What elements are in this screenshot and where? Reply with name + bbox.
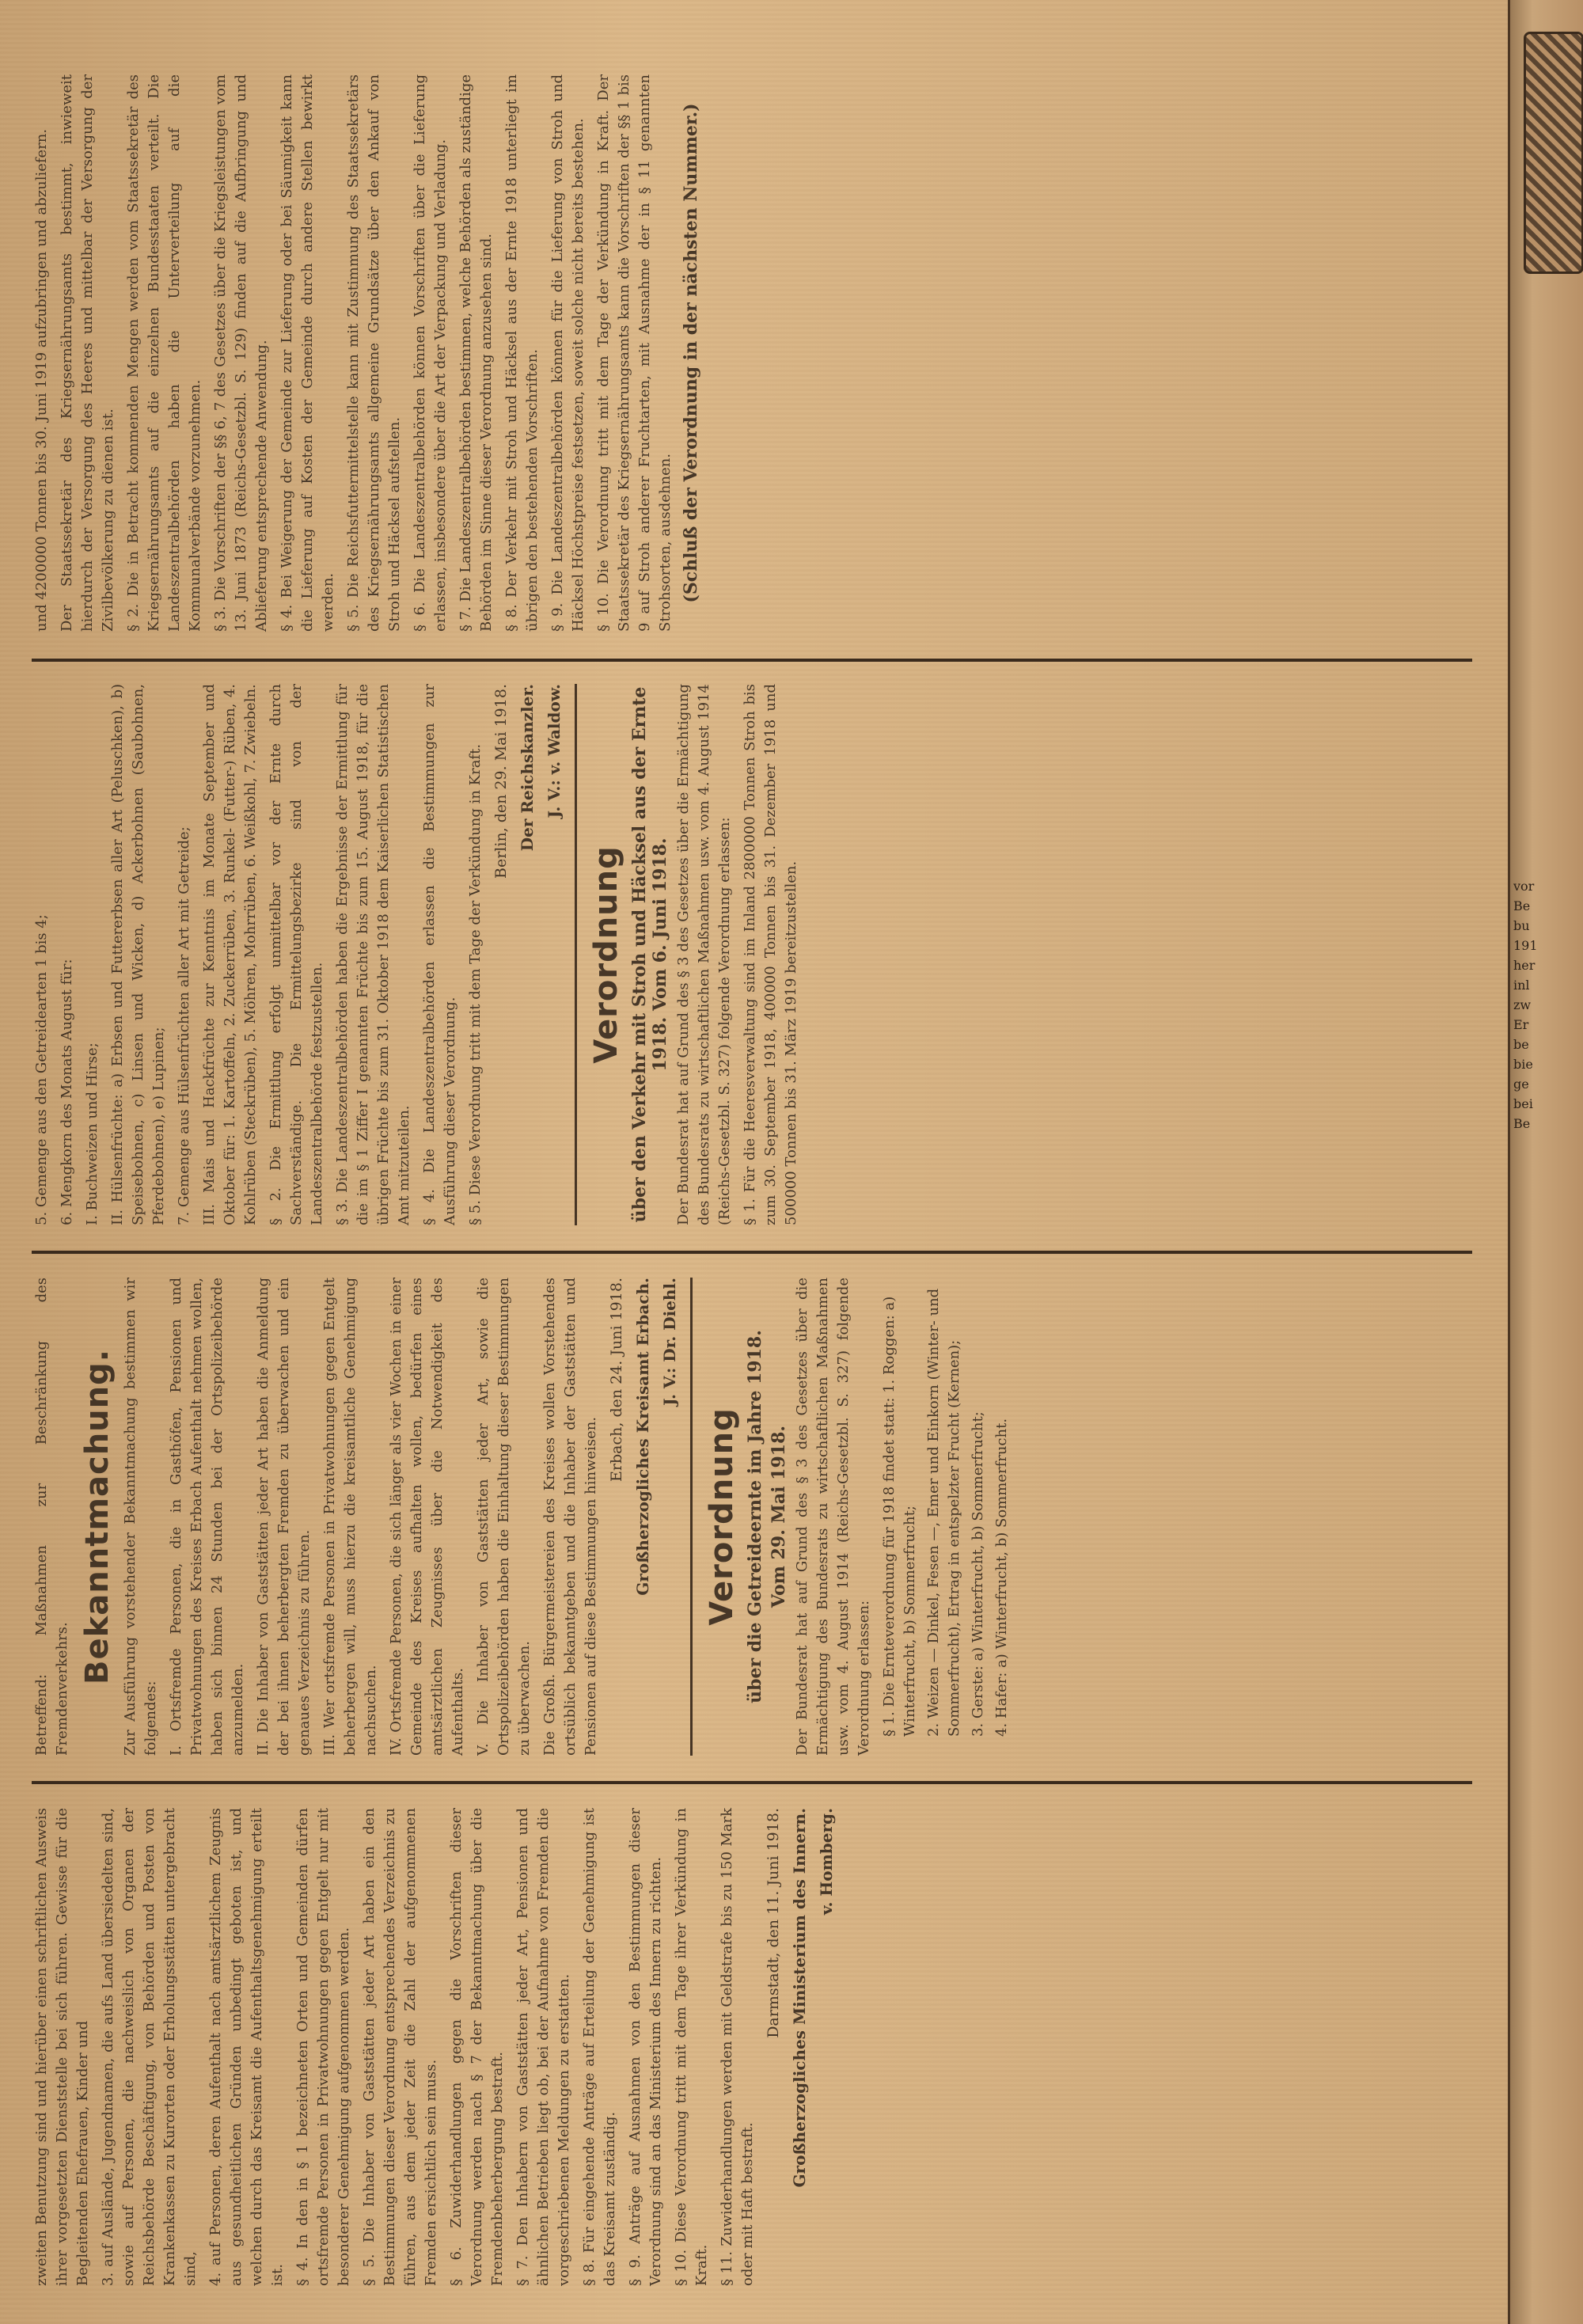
adjacent-text-fragment: vor [1513, 879, 1535, 894]
paragraph: § 5. Diese Verordnung tritt mit dem Tage der Verkündung in Kraft. [467, 743, 484, 1225]
ordinance-intro: Der Bundesrat hat auf Grund des § 3 des Gesetzes über die Ermächtigung des Bundesrats zu wirtschaftlichen Maßnahmen usw. vom 4. August 1914 (Reichs-Gesetzbl. S. 327) folgende Verordnung erlassen: [794, 1278, 872, 1756]
ornament-illustration [1524, 32, 1583, 274]
adjacent-text-fragment: bei [1513, 1096, 1533, 1111]
notice-intro: Zur Ausführung vorstehender Bekanntmachung bestimmen wir folgendes: [122, 1278, 159, 1756]
adjacent-page-edge [1508, 0, 1583, 2324]
list-item: 2. Weizen — Dinkel, Fesen —, Emer und Einkorn (Winter- und Sommerfrucht), Ertrag in entspelzter Frucht (Kernen); [925, 1288, 962, 1737]
dateline: Darmstadt, den 11. Juni 1918. [765, 1808, 782, 2038]
paragraph: § 9. Die Landeszentralbehörden können für die Lieferung von Stroh und Häcksel Höchstpreise festsetzen, soweit solche nicht bereits bestehen. [549, 74, 587, 632]
dateline: Berlin, den 29. Mai 1918. [492, 684, 510, 879]
signature-name: J. V.: v. Waldow. [545, 684, 564, 818]
paragraph: § 2. Die in Betracht kommenden Mengen werden vom Staatssekretär des Kriegsernährungsamts auf die einzelnen Bundesstaaten verteilt. Die Landeszentralbehörden haben die Unterverteilung auf die Kommunalverbände vorzunehmen. [125, 74, 203, 632]
paragraph: Der Staatssekretär des Kriegsernährungsamts bestimmt, inwieweit hierdurch der Versorgung des Heeres und mittelbar der Versorgung der Zivilbevölkerung zu dienen ist. [59, 74, 116, 632]
paragraph: § 10. Die Verordnung tritt mit dem Tage der Verkündung in Kraft. Der Staatssekretär des Kriegsernährungsamts kann die Vorschriften der §§ 1 bis 9 auf Stroh anderer Fruchtarten, mit Ausnahme der in § 11 genannten Strohsorten, ausdehnen. [595, 74, 674, 632]
ordinance-intro: Der Bundesrat hat auf Grund des § 3 des Gesetzes über die Ermächtigung des Bundesrats zu wirtschaftlichen Maßnahmen usw. vom 4. August 1914 (Reichs-Gesetzbl. S. 327) folgende Verordnung erlassen: [675, 684, 733, 1225]
paragraph: § 7. Die Landeszentralbehörden bestimmen, welche Behörden als zuständige Behörden im Sinne dieser Verordnung anzusehen sind. [457, 74, 495, 632]
ordinance-subtitle: über den Verkehr mit Stroh und Häcksel aus der Ernte 1918. Vom 6. Juni 1918. [629, 686, 670, 1223]
column-rule [32, 1781, 1472, 1784]
notice-heading: Bekanntmachung. [79, 1349, 116, 1684]
adjacent-text-fragment: Er [1513, 1017, 1529, 1032]
ordinance-date: Vom 29. Mai 1918. [769, 1425, 789, 1608]
signature-authority: Der Reichskanzler. [518, 684, 537, 852]
column-1-intro: zweiten Benutzung sind und hierüber einen schriftlichen Ausweis ihrer vorgesetzten Dienststelle bei sich führen. Gewisse für die Begleitenden Ehefrauen, Kinder und [33, 1808, 91, 2286]
paragraph: § 6. Zuwiderhandlungen gegen die Vorschriften dieser Verordnung werden nach § 7 der Bekanntmachung über die Fremdenbeherbergung bestraft. [448, 1808, 506, 2286]
paragraph: § 4. In den in § 1 bezeichneten Orten und Gemeinden dürfen ortsfremde Personen in Privatwohnungen gegen Entgelt nur mit besonderer Genehmigung aufgenommen werden. [294, 1808, 352, 2286]
dateline: Erbach, den 24. Juni 1918. [608, 1278, 625, 1482]
paragraph: § 1. Für die Heeresverwaltung sind im Inland 2800000 Tonnen Stroh bis zum 30. September 1918, 400000 Tonnen bis 31. Dezember 1918 und 500000 Tonnen bis 31. März 1919 bereitzustellen. [742, 684, 799, 1225]
paragraph: § 8. Der Verkehr mit Stroh und Häcksel aus der Ernte 1918 unterliegt im übrigen den bestehenden Vorschriften. [503, 74, 541, 632]
ordinance-heading: Verordnung [588, 845, 624, 1064]
paragraph: § 5. Die Inhaber von Gaststätten jeder Art haben ein den Bestimmungen dieser Verordnung entsprechendes Verzeichnis zu führen, aus dem jeder Zeit die Zahl der aufgenommenen Fremden ersichtlich sein muss. [361, 1808, 439, 2286]
adjacent-text-fragment: be [1513, 1037, 1529, 1052]
paragraph: § 5. Die Reichsfuttermittelstelle kann mit Zustimmung des Staatssekretärs des Kriegsernährungsamts allgemeine Grundsätze über den Ankauf von Stroh und Häcksel aufstellen. [345, 74, 403, 632]
paragraph: § 10. Diese Verordnung tritt mit dem Tage ihrer Verkündung in Kraft. [673, 1808, 710, 2286]
paragraph: V. Die Inhaber von Gaststätten jeder Art, sowie die Ortspolizeibehörden haben die Einhaltung dieser Bestimmungen zu überwachen. [475, 1278, 533, 1756]
adjacent-text-fragment: Be [1513, 898, 1531, 913]
list-item: 3. Gerste: a) Winterfrucht, b) Sommerfrucht; [970, 1411, 986, 1737]
paragraph: 3. auf Auslände, Jugendnamen, die aufs Land übersiedelten sind, sowie auf Personen, die nachweislich von Organen der Reichsbehörde Beschäftigung, von Behörden und Posten von Krankenkassen zu Kurorten oder Erholungsstätten untergebracht sind, [100, 1808, 199, 2286]
paragraph: § 4. Die Landeszentralbehörden erlassen die Bestimmungen zur Ausführung dieser Verordnung. [421, 684, 458, 1225]
signature-authority: Großherzogliches Kreisamt Erbach. [633, 1278, 652, 1596]
paragraph: § 3. Die Landeszentralbehörden haben die Ergebnisse der Ermittlung für die im § 1 Ziffer I genannten Früchte bis zum 15. August 1918, für die übrigen Früchte bis zum 31. Oktober 1918 dem Kaiserlichen Statistischen Amt mitzuteilen. [334, 684, 412, 1225]
paragraph: III. Wer ortsfremde Personen in Privatwohnungen gegen Entgelt beherbergen will, muss hierzu die kreisamtliche Genehmigung nachsuchen. [321, 1278, 379, 1756]
paragraph: § 3. Die Vorschriften der §§ 6, 7 des Gesetzes über die Kriegsleistungen vom 13. Juni 1873 (Reichs-Gesetzbl. S. 129) finden auf die Aufbringung und Ablieferung entsprechende Anwendung. [212, 74, 270, 632]
adjacent-text-fragment: 191 [1513, 938, 1538, 953]
list-item: 4. Hafer: a) Winterfrucht, b) Sommerfrucht. [993, 1418, 1010, 1737]
column-4 [32, 60, 1472, 646]
paragraph: II. Hülsenfrüchte: a) Erbsen und Futtererbsen aller Art (Peluschken), b) Speisebohnen, c) Linsen und Wicken, d) Ackerbohnen (Saubohnen, Pferdebohnen), e) Lupinen; [109, 684, 167, 1225]
signature-authority: Großherzogliches Ministerium des Innern. [790, 1808, 809, 2188]
paragraph: § 4. Bei Weigerung der Gemeinde zur Lieferung oder bei Säumigkeit kann die Lieferung auf Kosten der Gemeinde durch andere Stellen bewirkt werden. [279, 74, 336, 632]
paragraph: 6. Mengkorn des Monats August für: [59, 959, 75, 1225]
paragraph: Die Großh. Bürgermeistereien des Kreises wollen Vorstehendes ortsüblich bekanntgeben und die Inhaber der Gaststätten und Pensionen auf diese Bestimmungen hinweisen. [541, 1278, 599, 1756]
ordinance-subtitle: über die Getreideernte im Jahre 1918. [745, 1330, 765, 1703]
paragraph: und 4200000 Tonnen bis 30. Juni 1919 aufzubringen und abzuliefern. [33, 128, 50, 632]
paragraph: § 11. Zuwiderhandlungen werden mit Geldstrafe bis zu 150 Mark oder mit Haft bestraft. [719, 1808, 756, 2286]
column-3 [32, 670, 1472, 1240]
column-2 [32, 1263, 1472, 1770]
column-rule [32, 659, 1472, 662]
section-separator [575, 684, 577, 1225]
signature-name: J. V.: Dr. Diehl. [660, 1278, 679, 1406]
paragraph: 5. Gemenge aus den Getreidearten 1 bis 4; [33, 914, 50, 1225]
paragraph: § 9. Anträge auf Ausnahmen von den Bestimmungen dieser Verordnung sind an das Ministerium des Innern zu richten. [627, 1808, 664, 2286]
adjacent-text-fragment: her [1513, 958, 1536, 973]
paragraph: I. Ortsfremde Personen, die in Gasthöfen, Pensionen und Privatwohnungen des Kreises Erbach Aufenthalt nehmen wollen, haben sich binnen 24 Stunden bei der Ortspolizeibehörde anzumelden. [168, 1278, 246, 1756]
adjacent-text-fragment: bie [1513, 1057, 1533, 1072]
ordinance-heading: Verordnung [704, 1407, 740, 1626]
column-rule [32, 1251, 1472, 1254]
adjacent-text-fragment: inl [1513, 978, 1530, 993]
paragraph: I. Buchweizen und Hirse; [84, 1042, 101, 1225]
paragraph: 7. Gemenge aus Hülsenfrüchten aller Art mit Getreide; [176, 826, 192, 1225]
adjacent-text-fragment: zw [1513, 997, 1532, 1012]
paragraph: § 8. Für eingehende Anträge auf Erteilung der Genehmigung ist das Kreisamt zuständig. [581, 1808, 618, 2286]
list-item: § 1. Die Ernteverordnung für 1918 findet statt: 1. Roggen: a) Winterfrucht, b) Sommerfrucht; [881, 1296, 918, 1737]
adjacent-text-fragment: bu [1513, 918, 1530, 933]
signature-name: v. Homberg. [817, 1808, 836, 1916]
paragraph: § 2. Die Ermittlung erfolgt unmittelbar vor der Ernte durch Sachverständige. Die Ermittelungsbezirke sind von der Landeszentralbehörde festzustellen. [268, 684, 325, 1225]
adjacent-text-fragment: Be [1513, 1116, 1531, 1131]
section-separator [690, 1278, 693, 1756]
continuation-note: (Schluß der Verordnung in der nächsten Nummer.) [681, 103, 701, 603]
subject-line: Betreffend: Maßnahmen zur Beschränkung des Fremdenverkehrs. [33, 1278, 70, 1756]
paragraph: 4. auf Personen, deren Aufenthalt nach amtsärztlichem Zeugnis aus gesundheitlichen Gründen unbedingt geboten ist, und welchen durch das Kreisamt die Aufenthaltsgenehmigung erteilt ist. [207, 1808, 286, 2286]
column-1 [32, 1794, 1472, 2300]
paragraph: III. Mais und Hackfrüchte zur Kenntnis im Monate September und Oktober für: 1. Kartoffeln, 2. Zuckerrüben, 3. Runkel- (Futter-) Rüben, 4. Kohlrüben (Steckrüben), 5. Möhren, Mohrrüben, 6. Weißkohl, 7. Zwiebeln. [201, 684, 259, 1225]
paragraph: § 7. Den Inhabern von Gaststätten jeder Art, Pensionen und ähnlichen Betrieben liegt ob, bei der Aufnahme von Fremden die vorgeschriebenen Meldungen zu erstatten. [514, 1808, 572, 2286]
paragraph: II. Die Inhaber von Gaststätten jeder Art haben die Anmeldung der bei ihnen beherbergten Fremden zu überwachen und ein genaues Verzeichnis zu führen. [255, 1278, 313, 1756]
paragraph: IV. Ortsfremde Personen, die sich länger als vier Wochen in einer Gemeinde des Kreises aufhalten wollen, bedürfen eines amtsärztlichen Zeugnisses über die Notwendigkeit des Aufenthalts. [388, 1278, 466, 1756]
paragraph: § 6. Die Landeszentralbehörden können Vorschriften über die Lieferung erlassen, insbesondere über die Art der Verpackung und Verladung. [412, 74, 449, 632]
adjacent-text-fragment: ge [1513, 1077, 1529, 1092]
